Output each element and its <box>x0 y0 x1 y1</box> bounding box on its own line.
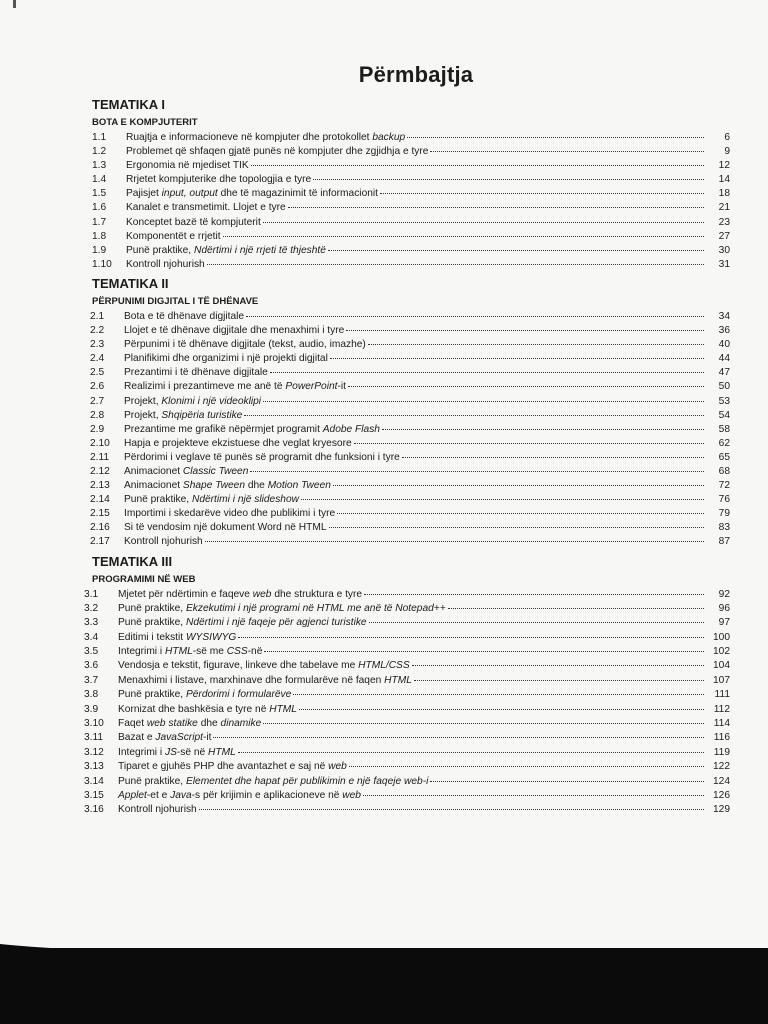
dot-leader <box>407 128 704 138</box>
entry-title-part: Kontroll njohurish <box>126 258 205 270</box>
entry-title-part: HTML/CSS <box>358 660 410 672</box>
section-heading: TEMATIKA II <box>92 275 169 291</box>
table-of-contents <box>84 94 730 817</box>
entry-page-number: 31 <box>718 258 730 270</box>
scan-artifact <box>13 0 16 8</box>
entry-title-part: HTML <box>269 703 297 715</box>
entry-number: 3.5 <box>84 646 99 658</box>
entry-number: 2.1 <box>90 310 105 322</box>
entry-title-part: Mjetet për ndërtimin e faqeve <box>118 588 253 600</box>
entry-title-part: Konceptet bazë të kompjuterit <box>126 216 261 228</box>
entry-title <box>126 173 311 187</box>
dot-leader <box>448 599 704 609</box>
entry-title <box>124 310 244 324</box>
entry-title-part: Shqipëria turistike <box>161 409 243 421</box>
entry-title-part: Prezantime me grafikë nëpërmjet programit <box>124 423 323 435</box>
entry-number: 1.8 <box>92 230 107 242</box>
entry-title-part: Projekt, <box>124 395 162 407</box>
entry-number: 3.15 <box>84 790 104 801</box>
entry-title-part: Punë praktike, <box>118 617 186 629</box>
entry-title-part: -it <box>202 732 212 744</box>
dot-leader <box>263 213 704 223</box>
entry-title-part: -në <box>247 646 263 658</box>
entry-title-part: input, output <box>161 188 218 200</box>
entry-number: 2.16 <box>90 522 110 534</box>
entry-title-part: Punë praktike, <box>124 494 192 506</box>
entry-page-number: 40 <box>718 339 730 351</box>
entry-page-number: 18 <box>718 188 730 200</box>
section-subheading: PËRPUNIMI DIGJITAL I TË DHËNAVE <box>92 295 259 307</box>
entry-title <box>118 746 236 760</box>
entry-page-number: 107 <box>713 674 730 686</box>
entry-title-part: Ndërtimi i një slideshow <box>191 494 299 506</box>
entry-title-part: Kontroll njohurish <box>124 536 203 548</box>
entry-title-part: Motion Tween <box>267 480 331 492</box>
entry-title-part: Bota e të dhënave digjitale <box>124 310 245 322</box>
entry-number: 1.6 <box>92 202 107 214</box>
dot-leader <box>430 772 704 782</box>
section-subheading: BOTA E KOMPJUTERIT <box>92 117 198 128</box>
dot-leader <box>213 728 704 738</box>
entry-title-part: HTML <box>165 646 193 658</box>
entry-title-part: -së në <box>176 746 209 758</box>
entry-title <box>124 366 268 380</box>
entry-page-number: 112 <box>713 703 730 715</box>
entry-number: 2.12 <box>90 465 110 477</box>
dot-leader <box>414 671 704 681</box>
entry-number: 3.9 <box>84 703 99 715</box>
dot-leader <box>205 532 704 542</box>
entry-title-part: HTML <box>384 674 412 686</box>
dot-leader <box>199 800 704 810</box>
dot-leader <box>382 420 704 430</box>
entry-number: 3.10 <box>84 718 104 730</box>
entry-page-number: 72 <box>718 480 730 492</box>
entry-title-part: JavaScript <box>155 732 203 744</box>
toc-section <box>84 553 730 817</box>
entry-number: 2.9 <box>90 423 105 435</box>
entry-title-part: dhe <box>197 718 221 730</box>
entry-page-number: 102 <box>713 646 730 658</box>
entry-page-number: 9 <box>724 146 730 158</box>
section-heading: TEMATIKA III <box>92 553 173 569</box>
entry-number: 3.3 <box>84 617 99 629</box>
entry-number: 3.1 <box>84 588 99 600</box>
entry-number: 3.2 <box>84 602 99 614</box>
entry-number: 2.15 <box>90 508 110 520</box>
entry-title-part: Punë praktike, <box>126 244 194 256</box>
entry-title-part: Prezantimi i të dhënave digjitale <box>124 367 268 379</box>
section-subheading: PROGRAMIMI NË WEB <box>92 573 196 585</box>
dot-leader <box>337 504 704 514</box>
entry-title <box>124 324 344 338</box>
dot-leader <box>244 406 704 416</box>
entry-page-number: 129 <box>713 804 730 816</box>
entry-title-part: dinamike <box>220 718 262 730</box>
entry-number: 1.2 <box>92 146 107 158</box>
entry-title-part: Faqet <box>118 718 147 730</box>
dot-leader <box>250 462 704 472</box>
entry-title <box>118 731 211 745</box>
toc-entry-list <box>90 130 730 271</box>
entry-page-number: 6 <box>724 132 730 143</box>
dot-leader <box>363 786 704 796</box>
entry-page-number: 65 <box>718 451 730 463</box>
dot-leader <box>246 307 704 317</box>
entry-number: 2.14 <box>90 494 110 506</box>
dot-leader <box>288 198 704 208</box>
entry-number: 2.3 <box>90 339 105 351</box>
entry-title <box>126 230 221 244</box>
dot-leader <box>346 321 704 331</box>
entry-page-number: 23 <box>718 216 730 228</box>
entry-title-part: JS <box>165 746 177 758</box>
entry-number: 1.7 <box>92 216 107 228</box>
entry-page-number: 58 <box>718 423 730 435</box>
entry-title-part: -s për krijimin e aplikacioneve në <box>191 790 343 801</box>
entry-page-number: 62 <box>718 437 730 449</box>
entry-title-part: dhe të magazinimit të informacionit <box>217 188 378 200</box>
entry-page-number: 97 <box>718 617 730 629</box>
entry-title-part: Planifikimi dhe organizimi i një projekti digjital <box>124 353 328 365</box>
entry-number: 2.2 <box>90 325 105 337</box>
entry-title <box>118 803 197 817</box>
entry-title-part: web statike <box>146 718 198 730</box>
entry-title-part: -et e <box>146 790 171 801</box>
entry-title-part: Kanalet e transmetimit. Llojet e tyre <box>126 202 286 214</box>
entry-title <box>126 159 249 173</box>
entry-number: 3.11 <box>84 732 104 744</box>
entry-page-number: 92 <box>718 588 730 600</box>
entry-page-number: 54 <box>718 409 730 421</box>
entry-title-part: Problemet që shfaqen gjatë punës në kompjuter dhe zgjidhja e tyre <box>126 146 429 158</box>
entry-page-number: 21 <box>718 202 730 214</box>
entry-title-part: Classic Tween <box>182 465 249 477</box>
dot-leader <box>263 714 704 724</box>
entry-title-part: dhe struktura e tyre <box>271 588 363 600</box>
entry-number: 2.6 <box>90 381 105 393</box>
entry-title-part: Hapja e projekteve ekzistuese dhe veglat kryesore <box>124 437 352 449</box>
scan-background <box>0 948 768 1024</box>
entry-title <box>124 535 203 549</box>
entry-title-part: Si të vendosim një dokument Word në HTML <box>124 522 327 534</box>
dot-leader <box>328 241 704 251</box>
entry-number: 1.4 <box>92 174 107 186</box>
entry-title-part: Llojet e të dhënave digjitale dhe menaxhimi i tyre <box>124 325 345 337</box>
dot-leader <box>354 434 704 444</box>
entry-page-number: 47 <box>718 367 730 379</box>
entry-title-part: Java <box>170 790 192 801</box>
entry-title <box>124 493 299 507</box>
entry-title-part: Përdorimi i formularëve <box>185 689 292 701</box>
toc-entry-list <box>90 309 730 549</box>
entry-page-number: 124 <box>713 775 730 787</box>
toc-entry[interactable] <box>84 802 730 816</box>
dot-leader <box>293 685 704 695</box>
entry-page-number: 50 <box>718 381 730 393</box>
entry-title <box>118 588 362 602</box>
entry-page-number: 53 <box>718 395 730 407</box>
entry-page-number: 36 <box>718 325 730 337</box>
entry-page-number: 100 <box>713 631 730 643</box>
dot-leader <box>402 448 704 458</box>
entry-title-part: -së me <box>192 646 227 658</box>
dot-leader <box>368 335 704 345</box>
entry-page-number: 14 <box>718 174 730 186</box>
entry-page-number: 44 <box>718 353 730 365</box>
entry-number: 1.5 <box>92 188 107 200</box>
entry-page-number: 96 <box>718 602 730 614</box>
entry-title-part: web <box>328 761 347 773</box>
dot-leader <box>330 349 704 359</box>
entry-title <box>124 409 242 423</box>
entry-title-part: Integrimi i <box>118 746 165 758</box>
entry-page-number: 114 <box>713 718 730 730</box>
entry-page-number: 122 <box>713 761 730 773</box>
entry-title-part: Kontroll njohurish <box>118 804 197 816</box>
entry-title-part: Pajisjet <box>126 188 162 200</box>
entry-title-part: CSS <box>226 646 248 658</box>
dot-leader <box>333 476 704 486</box>
entry-title-part: Ergonomia në mjediset TIK <box>126 160 249 172</box>
entry-title-part: PowerPoint <box>285 381 338 393</box>
entry-title <box>124 437 352 451</box>
entry-title <box>126 258 205 272</box>
dot-leader <box>207 255 704 265</box>
entry-title-part: Tiparet e gjuhës PHP dhe avantazhet e saj në <box>118 761 329 773</box>
entry-title-part: Ndërtimi i një rrjeti të thjeshtë <box>193 244 326 256</box>
entry-title-part: Komponentët e rrjetit <box>126 230 221 242</box>
entry-number: 2.17 <box>90 536 110 548</box>
entry-number: 3.16 <box>84 804 104 816</box>
entry-number: 3.4 <box>84 631 99 643</box>
dot-leader <box>264 642 704 652</box>
dot-leader <box>238 628 704 638</box>
entry-title-part: Realizimi i prezantimeve me anë të <box>124 381 286 393</box>
dot-leader <box>313 170 704 180</box>
entry-number: 3.12 <box>84 746 104 758</box>
entry-page-number: 68 <box>718 465 730 477</box>
entry-title-part: Animacionet <box>124 465 183 477</box>
entry-title-part: WYSIWYG <box>185 631 237 643</box>
entry-title-part: Ndërtimi i një faqeje për agjenci turistike <box>185 617 367 629</box>
dot-leader <box>270 363 704 373</box>
entry-title-part: Editimi i tekstit <box>118 631 186 643</box>
dot-leader <box>348 377 704 387</box>
entry-title <box>118 760 347 774</box>
entry-number: 1.1 <box>92 132 107 143</box>
entry-title-part: Shape Tween <box>182 480 246 492</box>
dot-leader <box>364 585 704 595</box>
dot-leader <box>223 227 704 237</box>
entry-title-part: Bazat e <box>118 732 156 744</box>
entry-title-part: Punë praktike, <box>118 602 186 614</box>
entry-title-part: Përdorimi i veglave të punës së programit dhe funksioni i tyre <box>124 451 400 463</box>
dot-leader <box>263 392 704 402</box>
section-heading: TEMATIKA I <box>92 97 165 112</box>
entry-title-part: Punë praktike, <box>118 689 186 701</box>
entry-page-number: 83 <box>718 522 730 534</box>
dot-leader <box>430 142 704 152</box>
dot-leader <box>329 518 704 528</box>
entry-title-part: Ruajtja e informacioneve në kompjuter dhe protokollet <box>126 132 373 143</box>
entry-page-number: 12 <box>718 160 730 172</box>
entry-title-part: HTML <box>208 746 236 758</box>
entry-title-part: Punë praktike, <box>118 775 186 787</box>
toc-entry[interactable] <box>90 534 730 548</box>
entry-title-part: Përpunimi i të dhënave digjitale (tekst, audio, imazhe) <box>124 339 366 351</box>
entry-title <box>124 465 248 479</box>
toc-entry[interactable] <box>92 257 730 271</box>
entry-number: 3.14 <box>84 775 104 787</box>
entry-number: 2.13 <box>90 480 110 492</box>
entry-title-part: web <box>252 588 272 600</box>
entry-page-number: 116 <box>713 732 730 744</box>
dot-leader <box>238 743 704 753</box>
entry-title <box>126 201 286 215</box>
dot-leader <box>349 757 704 767</box>
dot-leader <box>299 700 704 710</box>
entry-page-number: 119 <box>713 746 730 758</box>
entry-title <box>118 659 410 673</box>
entry-title-part: Kornizat dhe bashkësia e tyre në <box>118 703 270 715</box>
entry-number: 3.8 <box>84 689 99 701</box>
dot-leader <box>369 613 704 623</box>
entry-title-part: Importimi i skedarëve video dhe publikimi i tyre <box>124 508 336 520</box>
entry-page-number: 104 <box>713 660 730 672</box>
entry-page-number: 87 <box>718 536 730 548</box>
entry-title <box>124 507 335 521</box>
entry-number: 2.7 <box>90 395 105 407</box>
toc-entry-list <box>84 587 730 817</box>
dot-leader <box>251 156 704 166</box>
entry-title-part: -it <box>337 381 346 393</box>
entry-number: 2.4 <box>90 353 105 365</box>
entry-title-part: web <box>342 790 361 801</box>
entry-title-part: Vendosja e tekstit, figurave, linkeve dhe tabelave me <box>118 660 359 672</box>
entry-page-number: 126 <box>713 790 730 801</box>
entry-title-part: Klonimi i një videoklipi <box>161 395 262 407</box>
entry-number: 1.3 <box>92 160 107 172</box>
entry-title <box>118 645 262 659</box>
entry-number: 2.11 <box>90 451 110 463</box>
entry-number: 3.13 <box>84 761 104 773</box>
entry-page-number: 111 <box>714 689 730 701</box>
entry-title-part: Animacionet <box>124 480 183 492</box>
entry-page-number: 30 <box>718 244 730 256</box>
entry-title-part: Applet <box>118 790 147 801</box>
entry-number: 2.8 <box>90 409 105 421</box>
entry-title-part: Adobe Flash <box>322 423 380 435</box>
entry-title-part: Projekt, <box>124 409 162 421</box>
dot-leader <box>301 490 704 500</box>
entry-title-part: dhe <box>245 480 268 492</box>
entry-number: 2.5 <box>90 367 105 379</box>
entry-number: 3.6 <box>84 660 99 672</box>
entry-title-part: Ekzekutimi i një programi në HTML me anë të Notepad++ <box>185 602 446 614</box>
entry-page-number: 79 <box>718 508 730 520</box>
entry-title-part: backup <box>372 132 406 143</box>
entry-page-number: 34 <box>718 310 730 322</box>
dot-leader <box>412 656 704 666</box>
entry-number: 3.7 <box>84 674 99 686</box>
entry-title <box>118 688 291 702</box>
entry-title-part: Rrjetet kompjuterike dhe topologjia e tyre <box>126 174 312 186</box>
entry-title <box>124 423 380 437</box>
entry-title <box>126 131 405 145</box>
toc-section <box>90 275 730 549</box>
entry-title <box>124 479 331 493</box>
dot-leader <box>380 184 704 194</box>
entry-title <box>124 395 261 409</box>
page-title: Përmbajtja <box>358 62 474 87</box>
entry-number: 1.9 <box>92 244 107 256</box>
entry-number: 2.10 <box>90 437 110 449</box>
entry-title-part: Menaxhimi i listave, marxhinave dhe formularëve në faqen <box>118 674 385 686</box>
entry-title <box>118 631 236 645</box>
entry-title-part: Elementet dhe hapat për publikimin e një faqeje web-i <box>185 775 429 787</box>
toc-section <box>90 96 730 271</box>
entry-title-part: Integrimi i <box>118 646 165 658</box>
entry-page-number: 76 <box>718 494 730 506</box>
entry-number: 1.10 <box>92 258 112 270</box>
entry-page-number: 27 <box>718 230 730 242</box>
